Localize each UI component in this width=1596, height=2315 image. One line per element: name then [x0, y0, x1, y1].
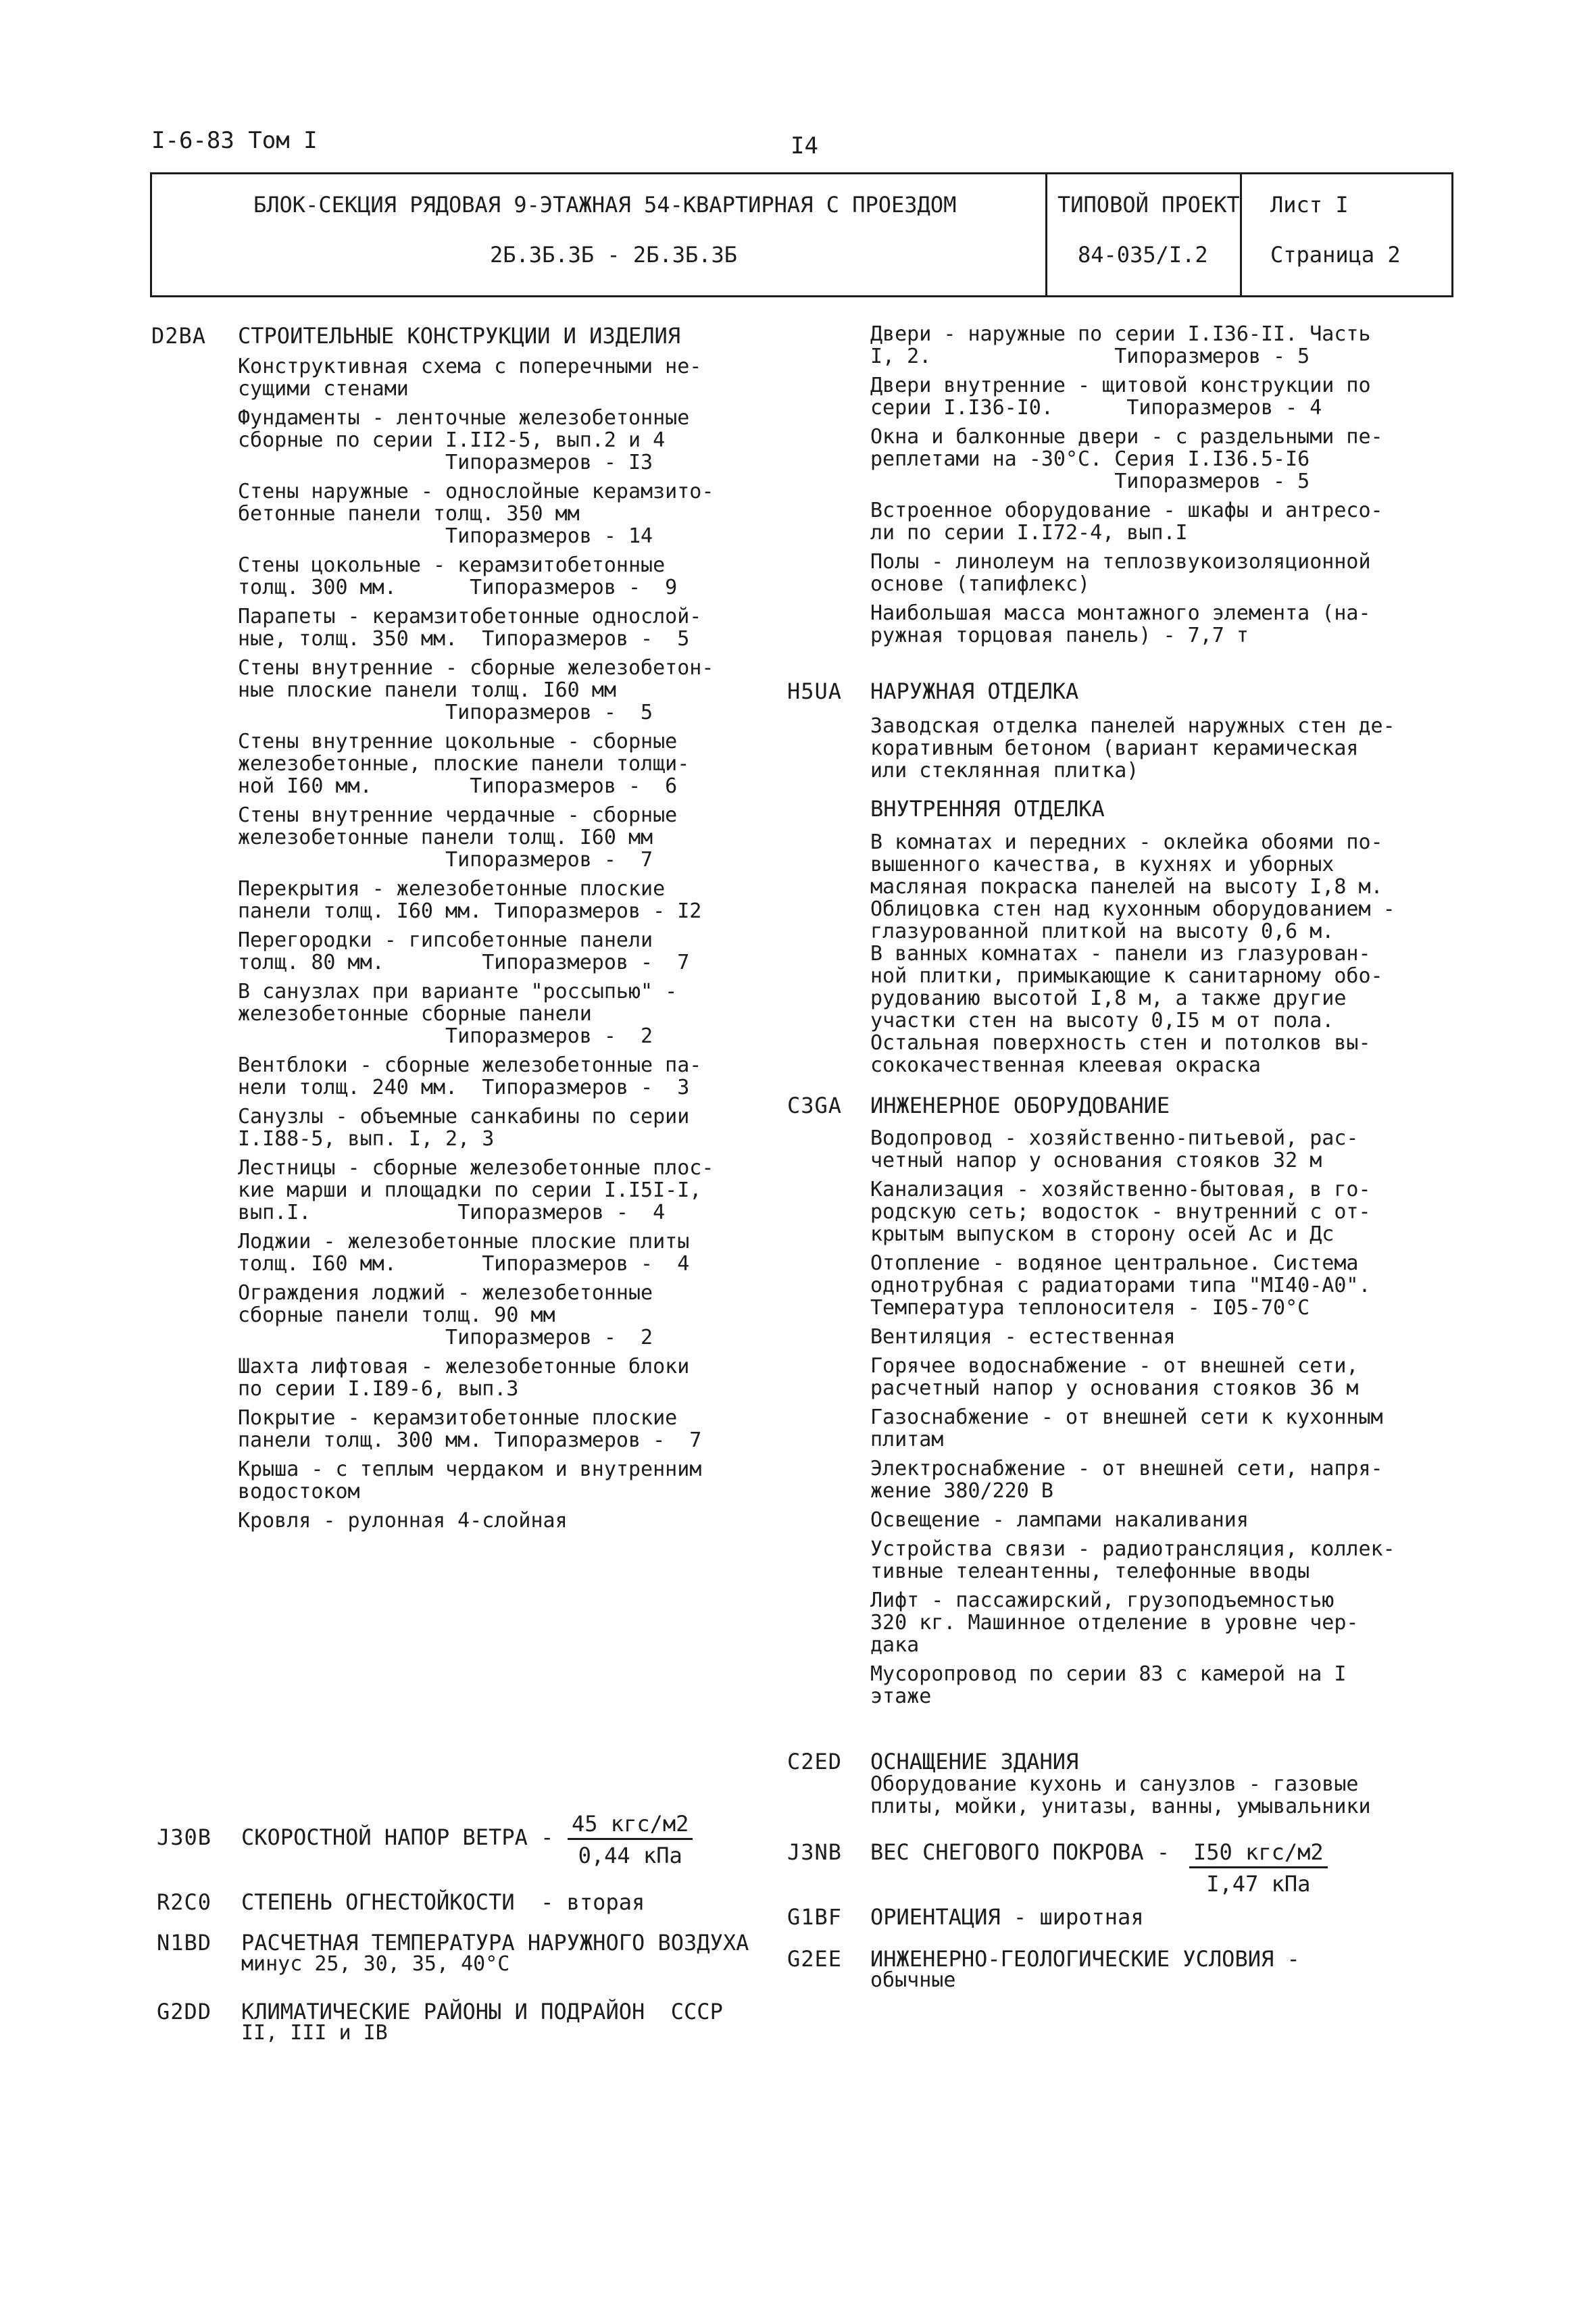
text-line: вышенного качества, в кухнях и уборных	[870, 853, 1335, 876]
text-line: плитам	[870, 1428, 944, 1451]
text-line: серии I.I36-I0. Типоразмеров - 4	[870, 396, 1322, 420]
text-line: масляная покраска панелей на высоту I,8 м.	[870, 875, 1383, 899]
geology-label: ИНЖЕНЕРНО-ГЕОЛОГИЧЕСКИЕ УСЛОВИЯ -	[870, 1946, 1300, 1972]
section-code: C3GA	[787, 1093, 843, 1118]
text-line: ные, толщ. 350 мм. Типоразмеров - 5	[238, 627, 690, 651]
header-subtitle: 2Б.3Б.3Б - 2Б.3Б.3Б	[490, 242, 738, 268]
text-line: ные плоские панели толщ. I60 мм	[238, 678, 616, 702]
text-line: железобетонные сборные панели	[238, 1002, 592, 1026]
project-number: 84-035/I.2	[1078, 242, 1208, 268]
text-line: Лоджии - железобетонные плоские плиты	[238, 1230, 690, 1253]
text-line: Типоразмеров - 5	[870, 470, 1310, 493]
text-line: бетонные панели толщ. 350 мм	[238, 502, 580, 526]
climate-regions-label: КЛИМАТИЧЕСКИЕ РАЙОНЫ И ПОДРАЙОН СССР	[241, 1999, 723, 2024]
text-line: нели толщ. 240 мм. Типоразмеров - 3	[238, 1076, 690, 1099]
text-line: четный напор у основания стояков 32 м	[870, 1149, 1322, 1172]
text-line: рудованию высотой I,8 м, а также другие	[870, 987, 1347, 1010]
engineering-item	[870, 1509, 1451, 1531]
page-label: Страница 2	[1270, 242, 1401, 268]
text-line: Шахта лифтовая - железобетонные блоки	[238, 1355, 690, 1378]
structure-item	[238, 480, 765, 547]
structure-item	[238, 407, 765, 474]
structure-item	[238, 1105, 765, 1150]
text-line: жение 380/220 В	[870, 1479, 1053, 1503]
structure-item	[238, 730, 765, 797]
structure-item	[238, 1510, 765, 1532]
structure-item	[238, 804, 765, 871]
text-line: родскую сеть; водосток - внутренний с от-	[870, 1200, 1371, 1224]
text-line: Встроенное оборудование - шкафы и антресо-	[870, 499, 1383, 522]
section-code: D2BA	[151, 323, 207, 349]
text-line: однотрубная с радиаторами типа "МI40-А0".	[870, 1274, 1371, 1297]
text-line: толщ. 300 мм. Типоразмеров - 9	[238, 576, 678, 599]
engineering-item	[870, 1458, 1451, 1502]
text-line: Типоразмеров - 5	[238, 701, 653, 724]
section-title: ВНУТРЕННЯЯ ОТДЕЛКА	[870, 796, 1105, 822]
text-line: Наибольшая масса монтажного элемента (на-	[870, 601, 1371, 625]
sheet-number: Лист I	[1270, 192, 1349, 218]
text-line: водостоком	[238, 1480, 360, 1503]
text-line: ли по серии I.I72-4, вып.I	[870, 521, 1188, 545]
building-equipment-text	[870, 1773, 1451, 1818]
fire-resistance-text: СТЕПЕНЬ ОГНЕСТОЙКОСТИ - вторая	[241, 1889, 645, 1915]
section-code: C2ED	[787, 1749, 843, 1774]
section-code: G2EE	[787, 1946, 843, 1972]
text-line: железобетонные, плоские панели толщи-	[238, 752, 690, 776]
element-item	[870, 323, 1451, 368]
text-line: крытым выпуском в сторону осей Ас и Дс	[870, 1222, 1335, 1246]
exterior-finish-text	[870, 715, 1451, 782]
document-reference: I-6-83 Том I	[151, 127, 318, 154]
text-line: Остальная поверхность стен и потолков вы-	[870, 1031, 1371, 1055]
text-line: железобетонные панели толщ. I60 мм	[238, 826, 653, 849]
text-line: Покрытие - керамзитобетонные плоские	[238, 1406, 678, 1430]
text-line: 320 кг. Машинное отделение в уровне чер-	[870, 1611, 1359, 1635]
text-line: Газоснабжение - от внешней сети к кухонным	[870, 1405, 1383, 1429]
text-line: Типоразмеров - 2	[238, 1024, 653, 1048]
text-line: Лифт - пассажирский, грузоподъемностью	[870, 1589, 1335, 1612]
text-line: ной I60 мм. Типоразмеров - 6	[238, 774, 678, 798]
orientation-text: ОРИЕНТАЦИЯ - широтная	[870, 1904, 1144, 1930]
snow-load-denominator: I,47 кПа	[1206, 1871, 1311, 1897]
text-line: Конструктивная схема с поперечными не-	[238, 355, 702, 378]
structure-item	[238, 1054, 765, 1099]
structure-item	[238, 1355, 765, 1400]
text-line: кие марши и площадки по серии I.I5I-I,	[238, 1178, 702, 1202]
text-line: плиты, мойки, унитазы, ванны, умывальники	[870, 1795, 1371, 1818]
section-code: H5UA	[787, 678, 843, 704]
engineering-item	[870, 1589, 1451, 1656]
text-line: Типоразмеров - 14	[238, 524, 653, 548]
text-line: Двери внутренние - щитовой конструкции по	[870, 374, 1371, 397]
text-line: этаже	[870, 1685, 932, 1708]
element-item	[870, 426, 1451, 493]
engineering-item	[870, 1326, 1451, 1348]
structure-item	[238, 1230, 765, 1275]
structure-item	[238, 980, 765, 1047]
structure-item	[238, 657, 765, 724]
text-line: Окна и балконные двери - с раздельными пе-	[870, 425, 1383, 449]
text-line: Парапеты - керамзитобетонные однослой-	[238, 605, 702, 628]
text-line: Фундаменты - ленточные железобетонные	[238, 406, 690, 430]
text-line: сборные панели толщ. 90 мм	[238, 1303, 555, 1327]
engineering-item	[870, 1178, 1451, 1245]
section-code: G1BF	[787, 1904, 843, 1930]
text-line: тивные телеантенны, телефонные вводы	[870, 1560, 1310, 1583]
engineering-item	[870, 1252, 1451, 1319]
snow-load-value	[1189, 1839, 1328, 1897]
text-line: Освещение - лампами накаливания	[870, 1508, 1249, 1532]
wind-pressure-numerator: 45 кгс/м2	[568, 1811, 693, 1840]
element-item	[870, 551, 1451, 595]
text-line: Канализация - хозяйственно-бытовая, в го-	[870, 1178, 1371, 1201]
text-line: Лестницы - сборные железобетонные плос-	[238, 1156, 714, 1180]
text-line: сборные по серии I.II2-5, вып.2 и 4	[238, 428, 666, 452]
wind-pressure-value	[568, 1811, 693, 1868]
structure-item	[238, 1282, 765, 1349]
engineering-item	[870, 1127, 1451, 1172]
text-line: Типоразмеров - 7	[238, 848, 653, 872]
text-line: Типоразмеров - 2	[238, 1326, 653, 1349]
section-code: J30B	[157, 1824, 212, 1850]
section-title: ОСНАЩЕНИЕ ЗДАНИЯ	[870, 1749, 1079, 1774]
text-line: Оборудование кухонь и санузлов - газовые	[870, 1772, 1359, 1796]
text-line: I.I88-5, вып. I, 2, 3	[238, 1127, 495, 1151]
structure-item	[238, 1157, 765, 1224]
text-line: Облицовка стен над кухонным оборудованием -	[870, 897, 1395, 921]
snow-load-label: ВЕС СНЕГОВОГО ПОКРОВА -	[870, 1839, 1170, 1865]
text-line: глазурованной плиткой на высоту 0,6 м.	[870, 920, 1335, 943]
text-line: Стены внутренние чердачные - сборные	[238, 803, 678, 827]
element-item	[870, 374, 1451, 419]
snow-load-numerator: I50 кгс/м2	[1189, 1839, 1328, 1868]
text-line: Отопление - водяное центральное. Система	[870, 1251, 1359, 1275]
text-line: Типоразмеров - I3	[238, 451, 653, 474]
structures-list	[238, 355, 765, 1539]
text-line: Кровля - рулонная 4-слойная	[238, 1509, 568, 1533]
structure-item	[238, 554, 765, 599]
text-line: Температура теплоносителя - I05-70°С	[870, 1296, 1310, 1320]
text-line: I, 2. Типоразмеров - 5	[870, 345, 1310, 368]
section-title: НАРУЖНАЯ ОТДЕЛКА	[870, 678, 1079, 704]
text-line: В комнатах и передних - оклейка обоями по-	[870, 830, 1383, 854]
engineering-item	[870, 1406, 1451, 1451]
text-line: расчетный напор у основания стояков 36 м	[870, 1376, 1359, 1400]
text-line: Стены цокольные - керамзитобетонные	[238, 553, 666, 577]
text-line: Водопровод - хозяйственно-питьевой, рас-	[870, 1126, 1359, 1150]
design-temperature-value: минус 25, 30, 35, 40°С	[241, 1952, 510, 1976]
text-line: толщ. 80 мм. Типоразмеров - 7	[238, 951, 690, 974]
structure-item	[238, 878, 765, 922]
text-line: панели толщ. 300 мм. Типоразмеров - 7	[238, 1428, 702, 1452]
engineering-item	[870, 1355, 1451, 1399]
text-line: Горячее водоснабжение - от внешней сети,	[870, 1354, 1359, 1378]
section-title: СТРОИТЕЛЬНЫЕ КОНСТРУКЦИИ И ИЗДЕЛИЯ	[238, 323, 681, 349]
header-title: БЛОК-СЕКЦИЯ РЯДОВАЯ 9-ЭТАЖНАЯ 54-КВАРТИРНАЯ С ПРОЕЗДОМ	[253, 192, 957, 218]
section-code: J3NB	[787, 1839, 843, 1865]
element-item	[870, 499, 1451, 544]
engineering-item	[870, 1663, 1451, 1708]
wind-pressure-label: СКОРОСТНОЙ НАПОР ВЕТРА -	[241, 1824, 554, 1850]
title-block	[150, 172, 1453, 297]
title-block-divider	[1240, 174, 1242, 295]
structure-item	[238, 1458, 765, 1503]
text-line: сококачественная клеевая окраска	[870, 1053, 1261, 1077]
element-item	[870, 602, 1451, 647]
structure-item	[238, 1407, 765, 1451]
engineering-item	[870, 1538, 1451, 1583]
text-line: участки стен на высоту 0,I5 м от пола.	[870, 1009, 1335, 1032]
text-line: В санузлах при варианте "россыпью" -	[238, 980, 678, 1003]
text-line: Мусоропровод по серии 83 с камерой на I	[870, 1662, 1347, 1686]
project-label: ТИПОВОЙ ПРОЕКТ	[1057, 192, 1240, 218]
text-line: Перекрытия - железобетонные плоские	[238, 877, 666, 901]
text-line: панели толщ. I60 мм. Типоразмеров - I2	[238, 899, 702, 923]
text-line: Вентиляция - естественная	[870, 1325, 1176, 1349]
text-line: Устройства связи - радиотрансляция, коллек-	[870, 1537, 1395, 1561]
text-line: Полы - линолеум на теплозвукоизоляционной	[870, 550, 1371, 574]
text-line: Стены наружные - однослойные керамзито-	[238, 480, 714, 503]
structure-item	[238, 605, 765, 650]
text-line: по серии I.I89-6, вып.3	[238, 1377, 519, 1401]
structure-item	[238, 929, 765, 974]
text-line: Перегородки - гипсобетонные панели	[238, 928, 653, 952]
section-code: G2DD	[157, 1999, 212, 2024]
text-line: Ограждения лоджий - железобетонные	[238, 1281, 653, 1305]
text-line: Стены внутренние цокольные - сборные	[238, 730, 678, 753]
engineering-list	[870, 1127, 1451, 1714]
text-line: коративным бетоном (вариант керамическая	[870, 737, 1359, 760]
text-line: основе (тапифлекс)	[870, 572, 1091, 596]
structure-item	[238, 355, 765, 400]
geology-value: обычные	[870, 1968, 956, 1992]
text-line: ной плитки, примыкающие к санитарному обо-	[870, 964, 1383, 988]
text-line: Заводская отделка панелей наружных стен де-	[870, 714, 1395, 738]
section-code: R2C0	[157, 1889, 212, 1915]
title-block-divider	[1045, 174, 1047, 295]
design-temperature-label: РАСЧЕТНАЯ ТЕМПЕРАТУРА НАРУЖНОГО ВОЗДУХА	[241, 1930, 749, 1956]
climate-regions-value: II, III и IВ	[241, 2021, 388, 2045]
text-line: Стены внутренние - сборные железобетон-	[238, 656, 714, 680]
text-line: толщ. I60 мм. Типоразмеров - 4	[238, 1252, 690, 1276]
openings-list	[870, 323, 1451, 653]
text-line: Крыша - с теплым чердаком и внутренним	[238, 1458, 702, 1481]
wind-pressure-denominator: 0,44 кПа	[578, 1843, 682, 1868]
text-line: В ванных комнатах - панели из глазурован-	[870, 942, 1371, 966]
section-code: N1BD	[157, 1930, 212, 1956]
text-line: Электроснабжение - от внешней сети, напря-	[870, 1457, 1383, 1480]
text-line: сущими стенами	[238, 377, 409, 401]
text-line: Вентблоки - сборные железобетонные па-	[238, 1053, 702, 1077]
text-line: Двери - наружные по серии I.I36-II. Часть	[870, 322, 1371, 346]
text-line: реплетами на -30°С. Серия I.I36.5-I6	[870, 447, 1310, 471]
page-number: I4	[791, 132, 818, 159]
text-line: Санузлы - объемные санкабины по серии	[238, 1105, 690, 1128]
interior-finish-text	[870, 831, 1451, 1076]
text-line: или стеклянная плитка)	[870, 759, 1139, 782]
text-line: вып.I. Типоразмеров - 4	[238, 1201, 666, 1224]
text-line: дака	[870, 1633, 920, 1657]
section-title: ИНЖЕНЕРНОЕ ОБОРУДОВАНИЕ	[870, 1093, 1170, 1118]
text-line: ружная торцовая панель) - 7,7 т	[870, 624, 1249, 647]
